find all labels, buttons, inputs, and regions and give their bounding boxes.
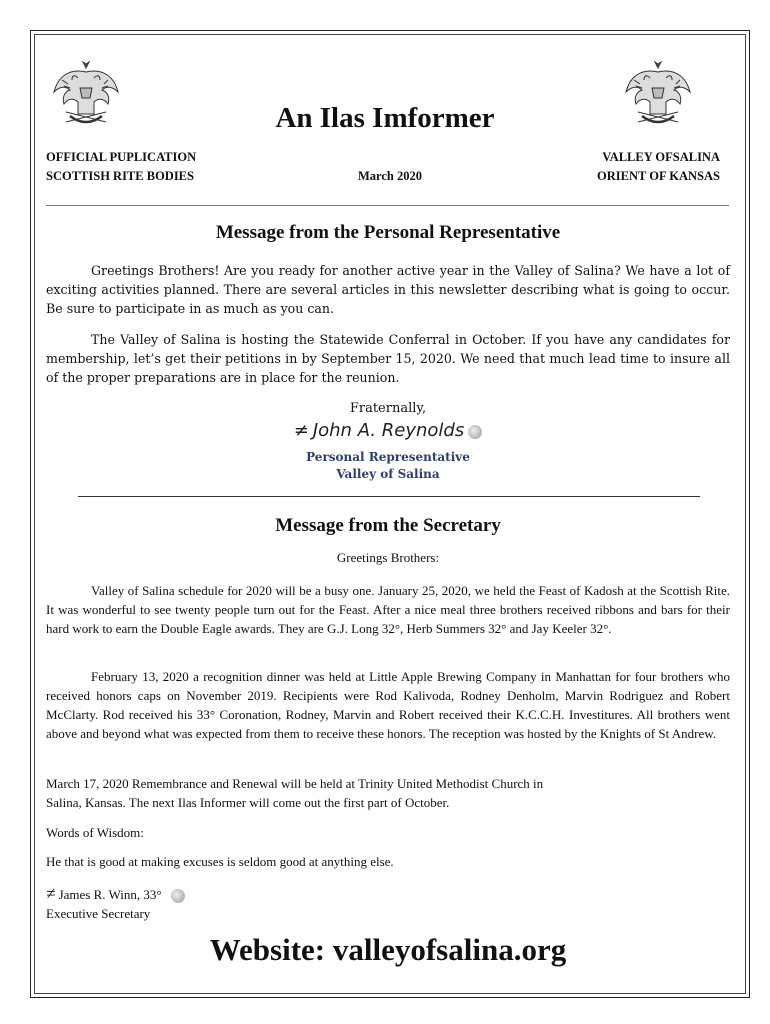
issue-date: March 2020 — [358, 169, 422, 183]
valley-line-2: ORIENT OF KANSAS — [597, 169, 720, 183]
closing-text: Fraternally, — [349, 401, 427, 416]
valley-info — [597, 148, 720, 186]
rep-paragraph: Greetings Brothers! Are you ready for another active year in the Valley of Salina? We have a lot of exciting activities planned. There are several articles in this newsletter describing what is going to occur. Be sure to participate in as much as you can. — [46, 263, 730, 316]
rep-title-line-2: Valley of Salina — [336, 467, 440, 481]
remembrance-line-1: March 17, 2020 Remembrance and Renewal will be held at Trinity United Methodist Church in — [46, 776, 544, 791]
signer-title: Executive Secretary — [46, 906, 151, 921]
remembrance-line-2: Salina, Kansas. The next Ilas Informer will come out the first part of October. — [46, 795, 450, 810]
signer-name: James R. Winn, 33° — [58, 887, 162, 902]
rep-signature — [0, 420, 770, 441]
secretary-signature — [46, 884, 730, 923]
rep-signature-text: John A. Reynolds — [312, 420, 465, 441]
signature-mark-icon: ≠ — [46, 884, 56, 903]
secretary-greeting: Greetings Brothers: — [336, 550, 440, 565]
newsletter-title: An Ilas Imformer — [275, 102, 495, 134]
seal-icon — [468, 425, 482, 439]
seal-icon — [171, 889, 185, 903]
publication-line-1: OFFICIAL PUPLICATION — [46, 150, 197, 164]
wisdom-quote: He that is good at making excuses is seldom good at anything else. — [46, 854, 394, 869]
secretary-section-heading: Message from the Secretary — [275, 515, 501, 536]
rep-paragraph: The Valley of Salina is hosting the Statewide Conferral in October. If you have any candidates for membership, let’s get their petitions in by September 15, 2020. We need that much lead time to insure all of the proper preparations are in place for the reunion. — [46, 332, 730, 385]
wisdom-label: Words of Wisdom: — [46, 825, 144, 840]
website-footer: Website: valleyofsalina.org — [209, 932, 567, 967]
secretary-paragraph: Valley of Salina schedule for 2020 will be a busy one. January 25, 2020, we held the Feast of Kadosh at the Scottish Rite. It was wonderful to see twenty people turn out for the Feast. After a nice meal three brothers received ribbons and bars for their hard work to earn the Double Eagle awards. They are G.J. Long 32°, Herb Summers 32° and Jay Keeler 32°. — [46, 583, 730, 636]
signature-mark-icon: ≠ — [293, 420, 309, 441]
secretary-paragraph: February 13, 2020 a recognition dinner was held at Little Apple Brewing Company in Manhattan for four brothers who received honors caps on November 2019. Recipients were Rod Kalivoda, Rodney Denholm, Marvin Rodriguez and Robert McClarty. Rod received his 33° Coronation, Rodney, Marvin and Robert received their K.C.C.H. Investitures. All brothers went above and beyond what was expected from them to receive these honors. The reception was hosted by the Knights of St Andrew. — [46, 669, 730, 741]
header-rule — [46, 205, 729, 206]
section-divider — [78, 496, 700, 497]
remembrance-notice — [46, 774, 730, 812]
publication-line-2: SCOTTISH RITE BODIES — [46, 169, 194, 183]
valley-line-1: VALLEY OFSALINA — [602, 150, 720, 164]
rep-title-line-1: Personal Representative — [306, 450, 470, 464]
rep-section-heading: Message from the Personal Representative — [215, 222, 561, 243]
rep-title — [0, 449, 770, 483]
